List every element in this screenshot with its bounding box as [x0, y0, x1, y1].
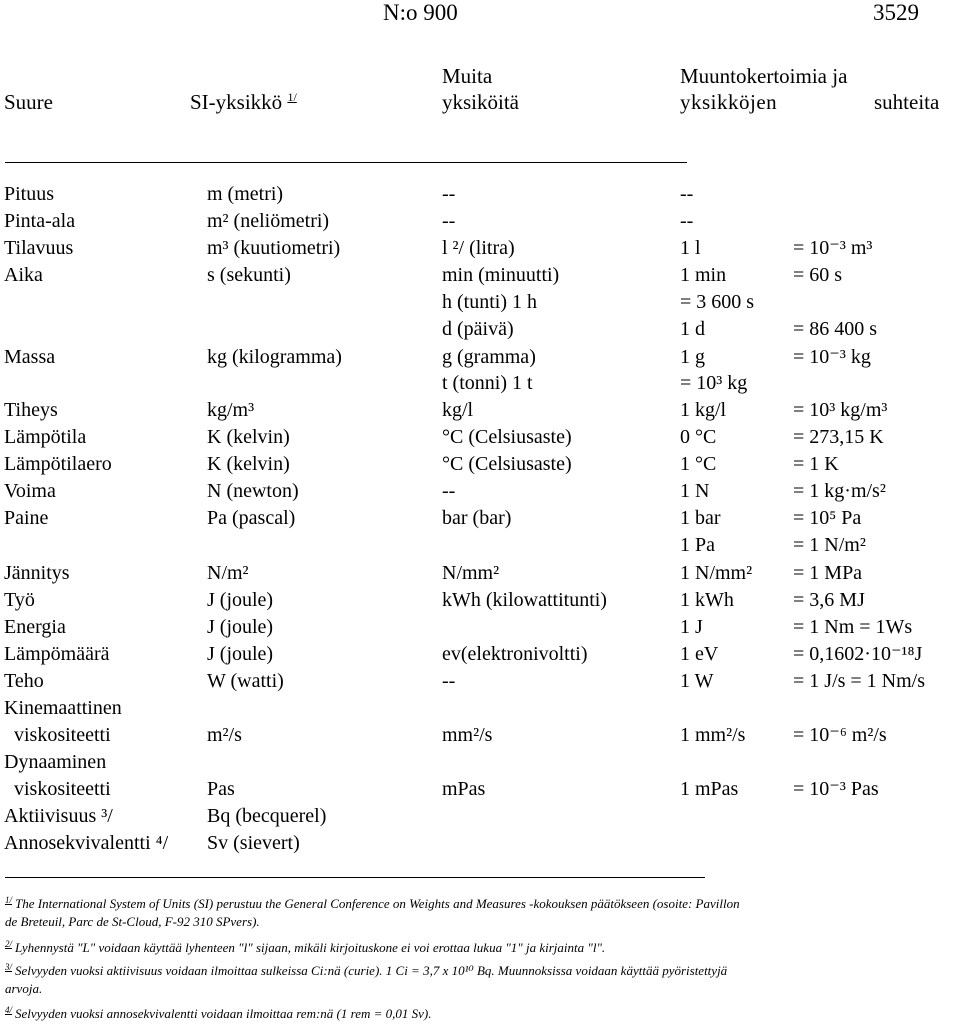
si-unit-cell: m²/s [207, 724, 242, 746]
footnote-rule [5, 877, 705, 878]
si-unit-cell: J (joule) [207, 589, 274, 611]
conversion-cell-1: 1 d [680, 318, 705, 340]
header-conversion-1: Muuntokertoimia ja [680, 64, 848, 88]
other-unit-cell: l ²/ (litra) [442, 237, 515, 259]
footnote-text: The International System of Units (SI) perustuu the General Conference on Weights and Measures -kokouksen päätökseen (osoite: Pavillon [15, 896, 740, 911]
quantity-cell: Dynaaminen [4, 751, 107, 773]
quantity-cell: Annosekvivalentti ⁴/ [4, 832, 169, 854]
conversion-cell-2: = 273,15 K [793, 426, 884, 448]
other-unit-cell: -- [442, 670, 456, 692]
conversion-cell-2: = 10⁵ Pa [793, 507, 862, 529]
footnote-mark: 2/ [5, 939, 13, 949]
si-unit-cell: N/m² [207, 562, 249, 584]
quantity-cell: Kinemaattinen [4, 697, 122, 719]
footnote-mark: 1/ [5, 895, 13, 905]
si-unit-cell: J (joule) [207, 643, 274, 665]
quantity-cell: Lämpötila [4, 426, 87, 448]
other-unit-cell: N/mm² [442, 562, 500, 584]
conversion-cell-1: 1 W [680, 670, 714, 692]
other-unit-cell: g (gramma) [442, 346, 536, 368]
conversion-cell-1: 1 min [680, 264, 727, 286]
other-unit-cell: h (tunti) 1 h [442, 291, 537, 313]
conversion-cell-1: 1 g [680, 346, 705, 368]
quantity-cell: Aktiivisuus ³/ [4, 805, 113, 827]
footnote-text: Lyhennystä "L" voidaan käyttää lyhenteen "l" sijaan, mikäli kirjoituskone ei voi erottaa lukua "1" ja kirjainta "l". [15, 940, 606, 955]
si-unit-cell: W (watti) [207, 670, 284, 692]
quantity-cell: Aika [4, 264, 43, 286]
header-si-unit-label: SI-yksikkö [190, 90, 283, 114]
conversion-cell-1: 1 °C [680, 453, 717, 475]
conversion-cell-1: = 3 600 s [680, 291, 755, 313]
si-unit-cell: kg/m³ [207, 399, 255, 421]
conversion-cell-1: 1 Pa [680, 534, 715, 556]
conversion-cell-1: 1 eV [680, 643, 719, 665]
header-other-units-2: yksiköitä [442, 90, 519, 114]
conversion-cell-1: -- [680, 183, 694, 205]
conversion-cell-2: = 10³ kg/m³ [793, 399, 888, 421]
conversion-cell-1: 1 mm²/s [680, 724, 746, 746]
si-unit-cell: Sv (sievert) [207, 832, 300, 854]
si-unit-cell: kg (kilogramma) [207, 346, 342, 368]
conversion-cell-1: 1 kWh [680, 589, 734, 611]
conversion-cell-1: = 10³ kg [680, 372, 748, 394]
quantity-cell: viskositeetti [14, 778, 111, 800]
footnote-ref-1: 1/ [287, 90, 297, 104]
si-unit-cell: s (sekunti) [207, 264, 291, 286]
conversion-cell-2: = 1 Nm = 1Ws [793, 616, 913, 638]
issue-number: N:o 900 [383, 0, 458, 25]
si-unit-cell: Pas [207, 778, 235, 800]
conversion-cell-1: 1 kg/l [680, 399, 727, 421]
quantity-cell: Työ [4, 589, 35, 611]
conversion-cell-1: 1 bar [680, 507, 721, 529]
conversion-cell-2: = 3,6 MJ [793, 589, 865, 611]
footnote-mark: 4/ [5, 1005, 13, 1015]
footnote-text: Selvyyden vuoksi aktiivisuus voidaan ilmoittaa sulkeissa Ci:nä (curie). 1 Ci = 3,7 x 10¹⁰ Bq. Muunnoksissa voidaan käyttää pyöristettyjä [15, 963, 728, 978]
quantity-cell: Massa [4, 346, 56, 368]
quantity-cell: Jännitys [4, 562, 70, 584]
si-unit-cell: K (kelvin) [207, 426, 290, 448]
conversion-cell-2: = 1 J/s = 1 Nm/s [793, 670, 926, 692]
quantity-cell: viskositeetti [14, 724, 111, 746]
other-unit-cell: mm²/s [442, 724, 493, 746]
si-unit-cell: m (metri) [207, 183, 284, 205]
conversion-cell-2: = 10⁻³ m³ [793, 237, 873, 259]
conversion-cell-2: = 10⁻⁶ m²/s [793, 724, 887, 746]
conversion-cell-1: 1 J [680, 616, 703, 638]
conversion-cell-2: = 0,1602·10⁻¹⁸J [793, 643, 923, 665]
other-unit-cell: t (tonni) 1 t [442, 372, 533, 394]
conversion-cell-2: = 1 K [793, 453, 839, 475]
conversion-cell-2: = 60 s [793, 264, 843, 286]
conversion-cell-1: 1 N/mm² [680, 562, 753, 584]
other-unit-cell: -- [442, 210, 456, 232]
other-unit-cell: ev(elektronivoltti) [442, 643, 588, 665]
quantity-cell: Teho [4, 670, 44, 692]
footnote-text: Selvyyden vuoksi annosekvivalentti voidaan ilmoittaa rem:nä (1 rem = 0,01 Sv). [15, 1006, 432, 1021]
other-unit-cell: d (päivä) [442, 318, 514, 340]
quantity-cell: Tilavuus [4, 237, 74, 259]
si-unit-cell: m² (neliömetri) [207, 210, 330, 232]
header-conversion-2a: yksikköjen [680, 90, 778, 114]
other-unit-cell: mPas [442, 778, 486, 800]
conversion-cell-1: 1 N [680, 480, 710, 502]
quantity-cell: Pinta-ala [4, 210, 76, 232]
conversion-cell-2: = 1 N/m² [793, 534, 866, 556]
si-unit-cell: N (newton) [207, 480, 299, 502]
header-rule [5, 162, 687, 163]
quantity-cell: Lämpötilaero [4, 453, 112, 475]
other-unit-cell: °C (Celsiusaste) [442, 453, 572, 475]
quantity-cell: Pituus [4, 183, 55, 205]
header-conversion-2b: suhteita [874, 90, 940, 114]
si-unit-cell: m³ (kuutiometri) [207, 237, 341, 259]
footnote-text-continued: de Breteuil, Parc de St-Cloud, F-92 310 SPvers). [5, 914, 260, 929]
si-unit-cell: Pa (pascal) [207, 507, 296, 529]
conversion-cell-2: = 10⁻³ Pas [793, 778, 879, 800]
quantity-cell: Energia [4, 616, 66, 638]
si-unit-cell: J (joule) [207, 616, 274, 638]
page-number: 3529 [873, 0, 919, 25]
other-unit-cell: bar (bar) [442, 507, 512, 529]
header-other-units-1: Muita [442, 64, 493, 88]
footnote-mark: 3/ [5, 962, 13, 972]
other-unit-cell: °C (Celsiusaste) [442, 426, 572, 448]
footnote-text-continued: arvoja. [5, 981, 43, 996]
other-unit-cell: min (minuutti) [442, 264, 560, 286]
conversion-cell-1: -- [680, 210, 694, 232]
conversion-cell-1: 1 l [680, 237, 701, 259]
conversion-cell-2: = 1 kg·m/s² [793, 480, 886, 502]
si-unit-cell: Bq (becquerel) [207, 805, 327, 827]
other-unit-cell: kWh (kilowattitunti) [442, 589, 607, 611]
conversion-cell-1: 1 mPas [680, 778, 739, 800]
quantity-cell: Lämpömäärä [4, 643, 110, 665]
conversion-cell-2: = 1 MPa [793, 562, 863, 584]
header-si-unit [190, 90, 297, 114]
conversion-cell-1: 0 °C [680, 426, 717, 448]
quantity-cell: Voima [4, 480, 56, 502]
quantity-cell: Paine [4, 507, 49, 529]
other-unit-cell: -- [442, 183, 456, 205]
quantity-cell: Tiheys [4, 399, 58, 421]
other-unit-cell: -- [442, 480, 456, 502]
conversion-cell-2: = 86 400 s [793, 318, 878, 340]
si-unit-cell: K (kelvin) [207, 453, 290, 475]
header-quantity: Suure [4, 90, 53, 114]
other-unit-cell: kg/l [442, 399, 474, 421]
conversion-cell-2: = 10⁻³ kg [793, 346, 871, 368]
